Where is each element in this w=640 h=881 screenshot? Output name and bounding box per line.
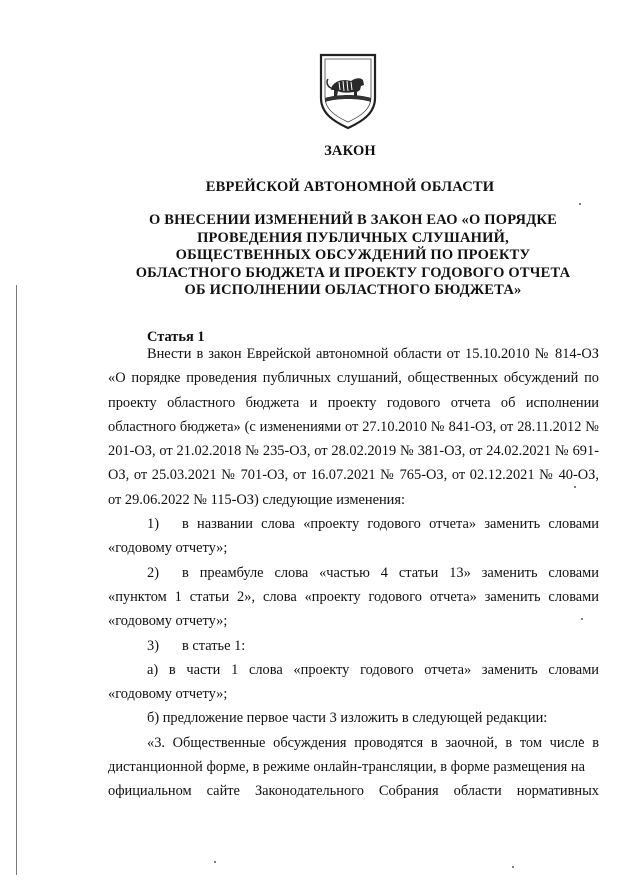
coat-of-arms-icon — [317, 52, 379, 130]
quoted-paragraph-last-line: официальном сайте Законодательного Собрания области нормативных — [108, 783, 599, 800]
scan-speck — [214, 861, 216, 863]
list-item: 1) в названии слова «проекту годового отчета» заменить словами — [147, 516, 599, 533]
scan-speck — [579, 203, 581, 205]
scan-edge-line — [16, 285, 17, 875]
article-body — [108, 342, 599, 804]
document-subtitle: ЕВРЕЙСКОЙ АВТОНОМНОЙ ОБЛАСТИ — [205, 179, 495, 195]
list-item: 3) в статье 1: — [147, 637, 246, 654]
list-item-continuation: «пунктом 1 статьи 2», слова «проекту годового отчета» заменить словами «годовому отчету»; — [108, 588, 599, 630]
scan-speck — [512, 866, 514, 868]
intro-paragraph: Внести в закон Еврейской автономной области от 15.10.2010 № 814-ОЗ «О порядке проведения публичных слушаний, общественных обсуждений по проекту областного бюджета и проекту годового отчета об исполнении областного бюджета» (с изменениями от 27.10.2010 № 841-ОЗ, от 28.11.2012 № 201-ОЗ, от 21.02.2018 № 235-ОЗ, от 28.02.2019 № 381-ОЗ, от 24.02.2021 № 691-ОЗ, от 25.03.2021 № 701-ОЗ, от 16.07.2021 № 765-ОЗ, от 02.12.2021 № 40-ОЗ, от 29.06.2022 № 115-ОЗ) следующие изменения: — [108, 346, 599, 508]
quoted-paragraph: «3. Общественные обсуждения проводятся в заочной, в том числе в дистанционной форме, в режиме онлайн-трансляции, в форме размещения на — [108, 734, 599, 776]
subitem-b: б) предложение первое части 3 изложить в следующей редакции: — [147, 710, 548, 727]
law-title: О ВНЕСЕНИИ ИЗМЕНЕНИЙ В ЗАКОН ЕАО «О ПОРЯДКЕ ПРОВЕДЕНИЯ ПУБЛИЧНЫХ СЛУШАНИЙ, ОБЩЕСТВЕННЫХ ОБСУЖДЕНИЙ ПО ПРОЕКТУ ОБЛАСТНОГО БЮДЖЕТА И ПРОЕКТУ ГОДОВОГО ОТЧЕТА ОБ ИСПОЛНЕНИИ ОБЛАСТНОГО БЮДЖЕТА» — [135, 212, 571, 298]
subitem-a: а) в части 1 слова «проекту годового отчета» заменить словами «годовому отчету»; — [108, 661, 599, 703]
article-heading: Статья 1 — [147, 329, 205, 345]
list-item-continuation: «годовому отчету»; — [108, 540, 228, 557]
list-item: 2) в преамбуле слова «частью 4 статьи 13» заменить словами — [147, 564, 599, 581]
document-title: ЗАКОН — [324, 143, 376, 159]
